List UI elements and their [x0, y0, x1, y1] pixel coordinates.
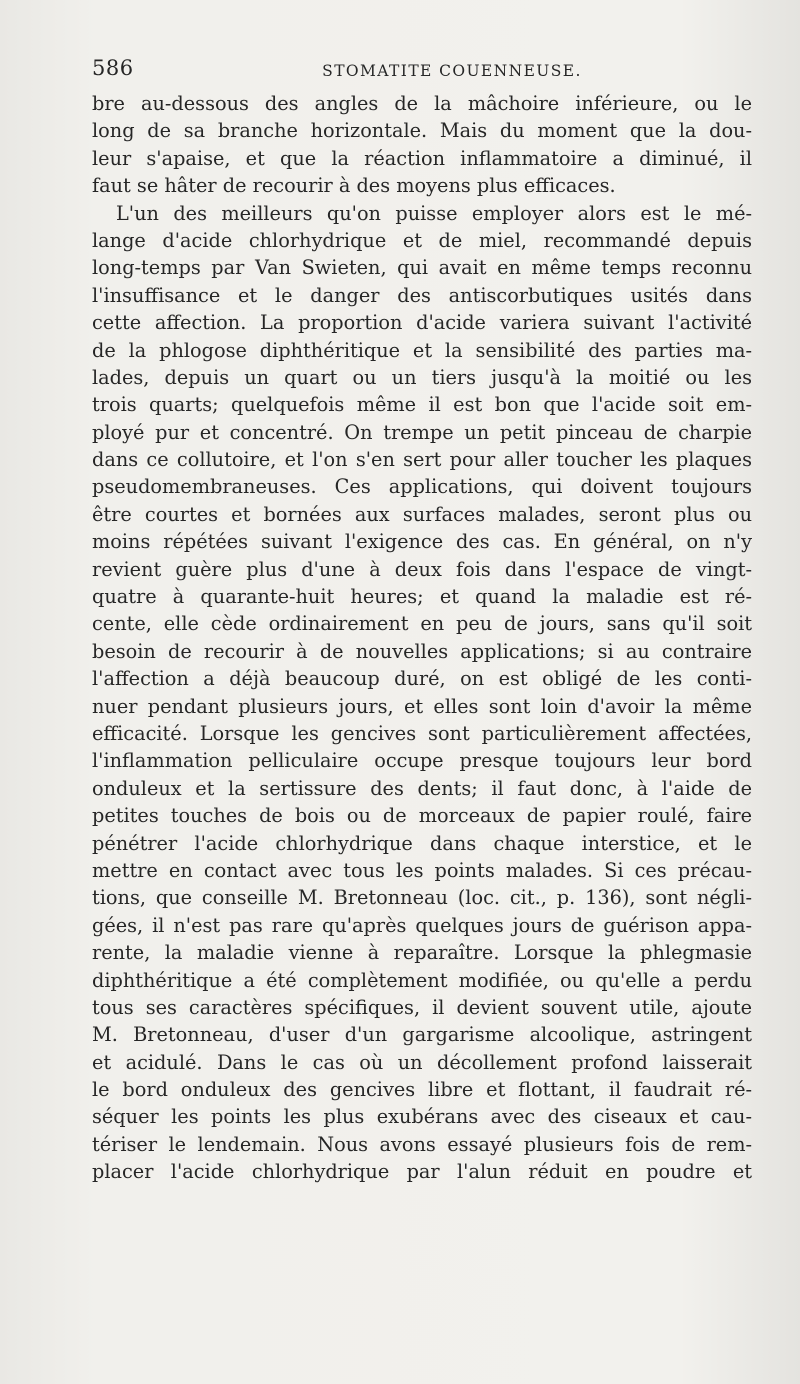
text-line: quatre à quarante-huit heures; et quand la maladie est ré-	[92, 585, 752, 609]
text-line: bre au-dessous des angles de la mâchoire inférieure, ou le	[92, 92, 752, 115]
paragraph-start-line: L'un des meilleurs qu'on puisse employer alors est le mé-	[116, 201, 752, 225]
text-line: long de sa branche horizontale. Mais du moment que la dou-	[92, 119, 752, 143]
text-line: besoin de recourir à de nouvelles applications; si au contraire	[92, 639, 752, 663]
text-line: mettre en contact avec tous les points malades. Si ces précau-	[92, 858, 752, 882]
text-line: rente, la maladie vienne à reparaître. Lorsque la phlegmasie	[92, 941, 752, 965]
text-line: moins répétées suivant l'exigence des cas. En général, on n'y	[92, 530, 752, 554]
page-header	[92, 56, 752, 90]
text-line: tériser le lendemain. Nous avons essayé plusieurs fois de rem-	[92, 1132, 752, 1156]
text-line: ployé pur et concentré. On trempe un petit pinceau de charpie	[92, 420, 752, 444]
text-line: le bord onduleux des gencives libre et flottant, il faudrait ré-	[92, 1078, 752, 1102]
text-line: de la phlogose diphthéritique et la sensibilité des parties ma-	[92, 338, 752, 362]
text-line: être courtes et bornées aux surfaces malades, seront plus ou	[92, 502, 752, 526]
text-line: long-temps par Van Swieten, qui avait en même temps reconnu	[92, 256, 752, 280]
text-line: cente, elle cède ordinairement en peu de jours, sans qu'il soit	[92, 612, 752, 636]
text-line: pénétrer l'acide chlorhydrique dans chaque interstice, et le	[92, 831, 752, 855]
text-line: l'inflammation pelliculaire occupe presque toujours leur bord	[92, 749, 752, 773]
text-line: placer l'acide chlorhydrique par l'alun réduit en poudre et	[92, 1160, 752, 1184]
text-line: revient guère plus d'une à deux fois dans l'espace de vingt-	[92, 557, 752, 581]
text-line: l'insuffisance et le danger des antiscorbutiques usités dans	[92, 283, 752, 307]
text-line: efficacité. Lorsque les gencives sont particulièrement affectées,	[92, 721, 752, 745]
text-line: l'affection a déjà beaucoup duré, on est obligé de les conti-	[92, 667, 752, 691]
text-line: onduleux et la sertissure des dents; il faut donc, à l'aide de	[92, 776, 752, 800]
text-line: nuer pendant plusieurs jours, et elles sont loin d'avoir la même	[92, 694, 752, 718]
text-line: et acidulé. Dans le cas où un décollement profond laisserait	[92, 1050, 752, 1074]
body-text	[92, 90, 752, 1186]
text-line: gées, il n'est pas rare qu'après quelques jours de guérison appa-	[92, 913, 752, 937]
text-line: tions, que conseille M. Bretonneau (loc. cit., p. 136), sont négli-	[92, 886, 752, 910]
text-line: petites touches de bois ou de morceaux de papier roulé, faire	[92, 804, 752, 828]
text-line: tous ses caractères spécifiques, il devient souvent utile, ajoute	[92, 995, 752, 1019]
text-line: pseudomembraneuses. Ces applications, qui doivent toujours	[92, 475, 752, 499]
text-line: lades, depuis un quart ou un tiers jusqu'à la moitié ou les	[92, 365, 752, 389]
text-line: diphthéritique a été complètement modifiée, ou qu'elle a perdu	[92, 968, 752, 992]
running-title: STOMATITE COUENNEUSE.	[322, 62, 582, 80]
text-line: M. Bretonneau, d'user d'un gargarisme alcoolique, astringent	[92, 1023, 752, 1047]
text-line: leur s'apaise, et que la réaction inflammatoire a diminué, il	[92, 146, 752, 170]
text-line: faut se hâter de recourir à des moyens plus efficaces.	[92, 174, 616, 198]
text-line: séquer les points les plus exubérans avec des ciseaux et cau-	[92, 1105, 752, 1129]
text-line: cette affection. La proportion d'acide variera suivant l'activité	[92, 311, 752, 335]
text-line: dans ce collutoire, et l'on s'en sert pour aller toucher les plaques	[92, 448, 752, 472]
text-line: lange d'acide chlorhydrique et de miel, recommandé depuis	[92, 228, 752, 252]
text-line: trois quarts; quelquefois même il est bon que l'acide soit em-	[92, 393, 752, 417]
page-number: 586	[92, 56, 134, 80]
